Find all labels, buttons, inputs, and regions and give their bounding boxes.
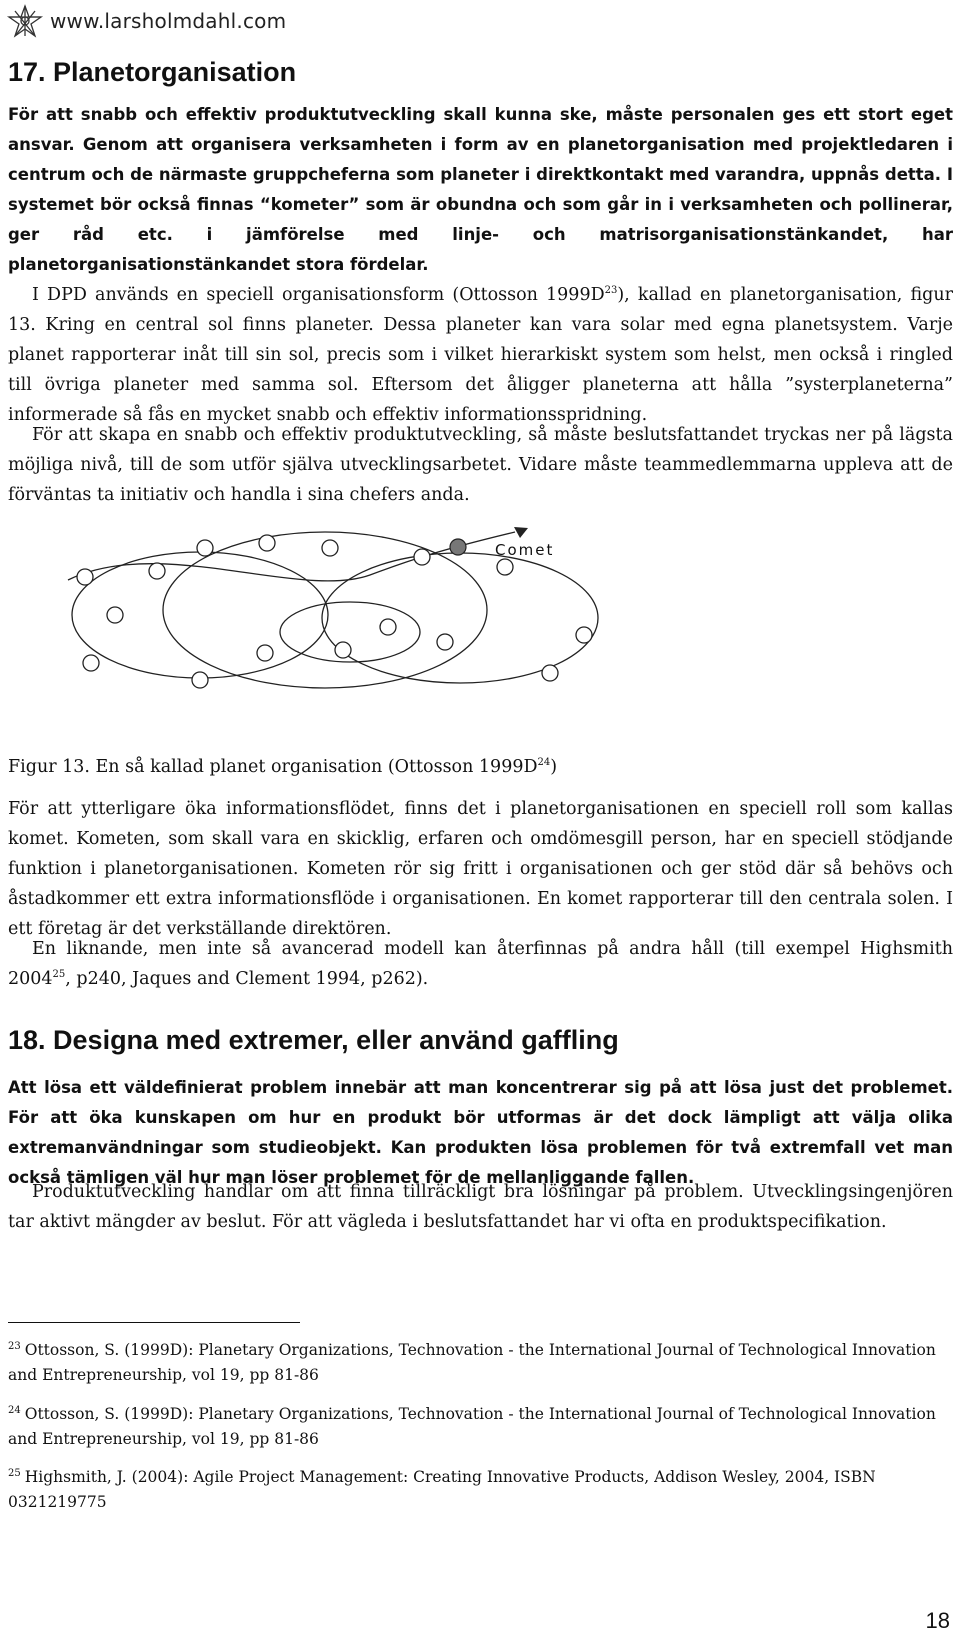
text-run: En liknande, men inte så avancerad modell kan återfinnas på andra håll (till exempel Highsmith 2004: [8, 939, 953, 989]
planet: [322, 540, 338, 556]
comet-label: Comet: [495, 541, 555, 559]
planet: [380, 619, 396, 635]
planet: [107, 607, 123, 623]
orbit-right: [322, 553, 598, 683]
section-18-paragraph-1: Produktutveckling handlar om att finna tillräckligt bra lösningar på problem. Utvecklingsingenjören tar aktivt mängder av beslut. För att vägleda i beslutsfattandet har vi ofta en produktspecifikation.: [8, 1182, 953, 1232]
planet: [497, 559, 513, 575]
planet: [83, 655, 99, 671]
snowflake-star-icon: [6, 4, 44, 38]
figure-13-caption: [8, 752, 953, 782]
footnote-ref-25[interactable]: 25: [52, 969, 66, 981]
section-17-paragraph-3: För att ytterligare öka informationsflödet, finns det i planetorganisationen en speciell roll som kallas komet. Kometen, som skall vara en skicklig, erfaren och omdömesgill person, har en speciell stödjande funktion i planetorganisationen. Kometen rör sig fritt i organisationen och ger stöd där så behövs och åstadkommer ett extra informationsflöde i organisationen. En komet rapporterar till den centrala solen. I ett företag är det verkställande direktören.: [8, 799, 953, 939]
section-17-heading: 17. Planetorganisation: [8, 57, 297, 87]
section-17-paragraph-1: [8, 280, 953, 430]
footnote-25: [8, 1465, 953, 1515]
footnote-text: Ottosson, S. (1999D): Planetary Organizations, Technovation - the International Journal of Technological Innovation and Entrepreneurship, vol 19, pp 81-86: [8, 1341, 936, 1384]
planet: [414, 549, 430, 565]
planet: [257, 645, 273, 661]
page-number: 18: [925, 1608, 950, 1633]
section-18-heading: 18. Designa med extremer, eller använd gaffling: [8, 1025, 619, 1055]
comet-body: [450, 539, 466, 555]
footnote-divider: [8, 1322, 300, 1323]
planet: [259, 535, 275, 551]
text-run: ): [550, 757, 558, 777]
text-run: , p240, Jaques and Clement 1994, p262).: [65, 969, 429, 989]
text-run: I DPD används en speciell organisationsform (Ottosson 1999D: [32, 285, 605, 305]
text-run: ), kallad en planetorganisation, figur 13. Kring en central sol finns planeter. Dessa planeter kan vara solar med egna planetsystem. Varje planet rapporterar inåt till sin sol, precis som i vilket hierarkiskt system som helst, men också i ringled till övriga planeter med samma sol. Eftersom det åligger planeterna att hålla ”systerplaneterna” informerade så fås en mycket snabb och effektiv informationsspridning.: [8, 285, 953, 425]
planet: [576, 627, 592, 643]
section-17-intro: För att snabb och effektiv produktutveckling skall kunna ske, måste personalen ges ett stort eget ansvar. Genom att organisera verksamheten i form av en planetorganisation med projektledaren i centrum och de närmaste gruppcheferna som planeter i direktkontakt med varandra, uppnås detta. I systemet bör också finnas “kometer” som är obundna och som går in i verksamheten och pollinerar, ger råd etc. i jämförelse med linje- och matrisorganisationstänkandet, har planetorganisationstänkandet stora fördelar.: [8, 105, 953, 274]
comet-arrowhead: [514, 527, 528, 538]
site-logo[interactable]: [6, 4, 286, 38]
planet: [197, 540, 213, 556]
planet: [542, 665, 558, 681]
footnote-text: Highsmith, J. (2004): Agile Project Management: Creating Innovative Products, Addison Wesley, 2004, ISBN 0321219775: [8, 1468, 876, 1511]
planet: [192, 672, 208, 688]
footnote-text: Ottosson, S. (1999D): Planetary Organizations, Technovation - the International Journal of Technological Innovation and Entrepreneurship, vol 19, pp 81-86: [8, 1405, 936, 1448]
planet-organisation-figure: [40, 520, 920, 720]
footnote-number: 23: [8, 1340, 21, 1352]
planet: [437, 634, 453, 650]
footnote-23: [8, 1338, 953, 1388]
planet: [77, 569, 93, 585]
comet-trajectory: [68, 532, 515, 581]
footnote-ref-24[interactable]: 24: [537, 757, 551, 769]
footnote-24: [8, 1402, 953, 1452]
footnote-number: 25: [8, 1467, 21, 1479]
section-17-paragraph-4: [8, 934, 953, 994]
site-logo-text: www.larsholmdahl.com: [50, 9, 287, 33]
footnote-number: 24: [8, 1404, 21, 1416]
text-run: Figur 13. En så kallad planet organisation (Ottosson 1999D: [8, 757, 538, 777]
footnote-ref-23[interactable]: 23: [604, 285, 618, 297]
section-18-intro: Att lösa ett väldefinierat problem innebär att man koncentrerar sig på att lösa just det problemet. För att öka kunskapen om hur en produkt bör utformas är det dock lämpligt att välja olika extremanvändningar som studieobjekt. Kan produkten lösa problemen för två extremfall vet man också tämligen väl hur man löser problemet för de mellanliggande fallen.: [8, 1078, 953, 1187]
section-17-paragraph-2: För att skapa en snabb och effektiv produktutveckling, så måste beslutsfattandet tryckas ner på lägsta möjliga nivå, till de som utför själva utvecklingsarbetet. Vidare måste teammedlemmarna uppleva att de förväntas ta initiativ och handla i sina chefers anda.: [8, 425, 953, 505]
planet: [149, 563, 165, 579]
planet: [335, 642, 351, 658]
orbit-center: [163, 532, 487, 688]
